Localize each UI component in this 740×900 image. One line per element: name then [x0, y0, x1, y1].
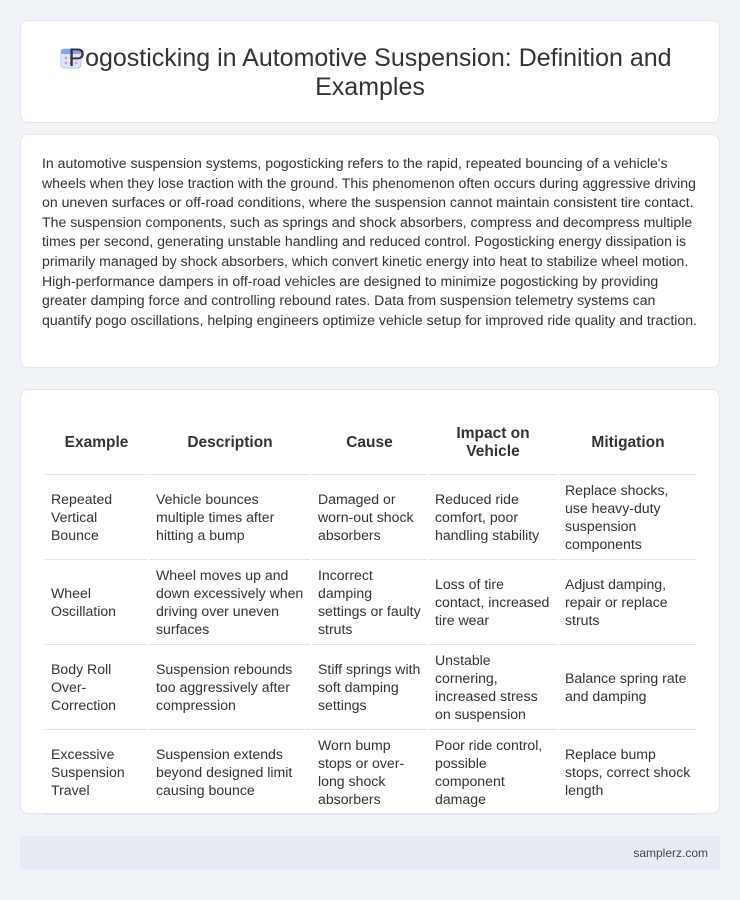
cell-cause: Incorrect damping settings or faulty struts — [312, 560, 427, 645]
cell-example: Excessive Suspension Travel — [45, 730, 148, 815]
table-card — [20, 389, 720, 814]
cell-cause: Worn bump stops or over-long shock absorbers — [312, 730, 427, 815]
cell-impact: Unstable cornering, increased stress on suspension — [429, 645, 557, 730]
table-row — [45, 645, 697, 730]
cell-example: Repeated Vertical Bounce — [45, 475, 148, 560]
table-row — [45, 475, 697, 560]
cell-cause: Stiff springs with soft damping settings — [312, 645, 427, 730]
cell-cause: Damaged or worn-out shock absorbers — [312, 475, 427, 560]
page-title: Pogosticking in Automotive Suspension: Definition and Examples — [68, 44, 672, 101]
cell-example: Wheel Oscillation — [45, 560, 148, 645]
cell-impact: Poor ride control, possible component damage — [429, 730, 557, 815]
header-cause: Cause — [312, 412, 427, 475]
footer-site-link[interactable]: samplerz.com — [633, 846, 708, 860]
header-impact: Impact on Vehicle — [429, 412, 557, 475]
cell-description: Vehicle bounces multiple times after hitting a bump — [150, 475, 310, 560]
cell-description: Wheel moves up and down excessively when driving over uneven surfaces — [150, 560, 310, 645]
footer-bar — [20, 836, 720, 870]
title-card — [20, 20, 720, 123]
cell-description: Suspension rebounds too aggressively after compression — [150, 645, 310, 730]
cell-mitigation: Replace bump stops, correct shock length — [559, 730, 697, 815]
table-row — [45, 730, 697, 815]
header-mitigation: Mitigation — [559, 412, 697, 475]
cell-mitigation: Balance spring rate and damping — [559, 645, 697, 730]
table-header-row — [45, 412, 697, 475]
header-description: Description — [150, 412, 310, 475]
examples-table — [43, 412, 699, 815]
intro-card — [20, 134, 720, 368]
cell-mitigation: Adjust damping, repair or replace struts — [559, 560, 697, 645]
cell-impact: Loss of tire contact, increased tire wear — [429, 560, 557, 645]
cell-example: Body Roll Over-Correction — [45, 645, 148, 730]
cell-mitigation: Replace shocks, use heavy-duty suspension components — [559, 475, 697, 560]
cell-description: Suspension extends beyond designed limit causing bounce — [150, 730, 310, 815]
header-example: Example — [45, 412, 148, 475]
table-row — [45, 560, 697, 645]
cell-impact: Reduced ride comfort, poor handling stability — [429, 475, 557, 560]
intro-paragraph: In automotive suspension systems, pogosticking refers to the rapid, repeated bouncing of a vehicle's wheels when they lose traction with the ground. This phenomenon often occurs during aggressive driving on uneven surfaces or off-road conditions, where the suspension cannot maintain consistent tire contact. The suspension components, such as springs and shock absorbers, compress and decompress multiple times per second, generating unstable handling and reduced control. Pogosticking energy dissipation is primarily managed by shock absorbers, which convert kinetic energy into heat to stabilize wheel motion. High-performance dampers in off-road vehicles are designed to minimize pogosticking by providing greater damping force and controlling rebound rates. Data from suspension telemetry systems can quantify pogo oscillations, helping engineers optimize vehicle setup for improved ride quality and traction. — [42, 155, 697, 328]
